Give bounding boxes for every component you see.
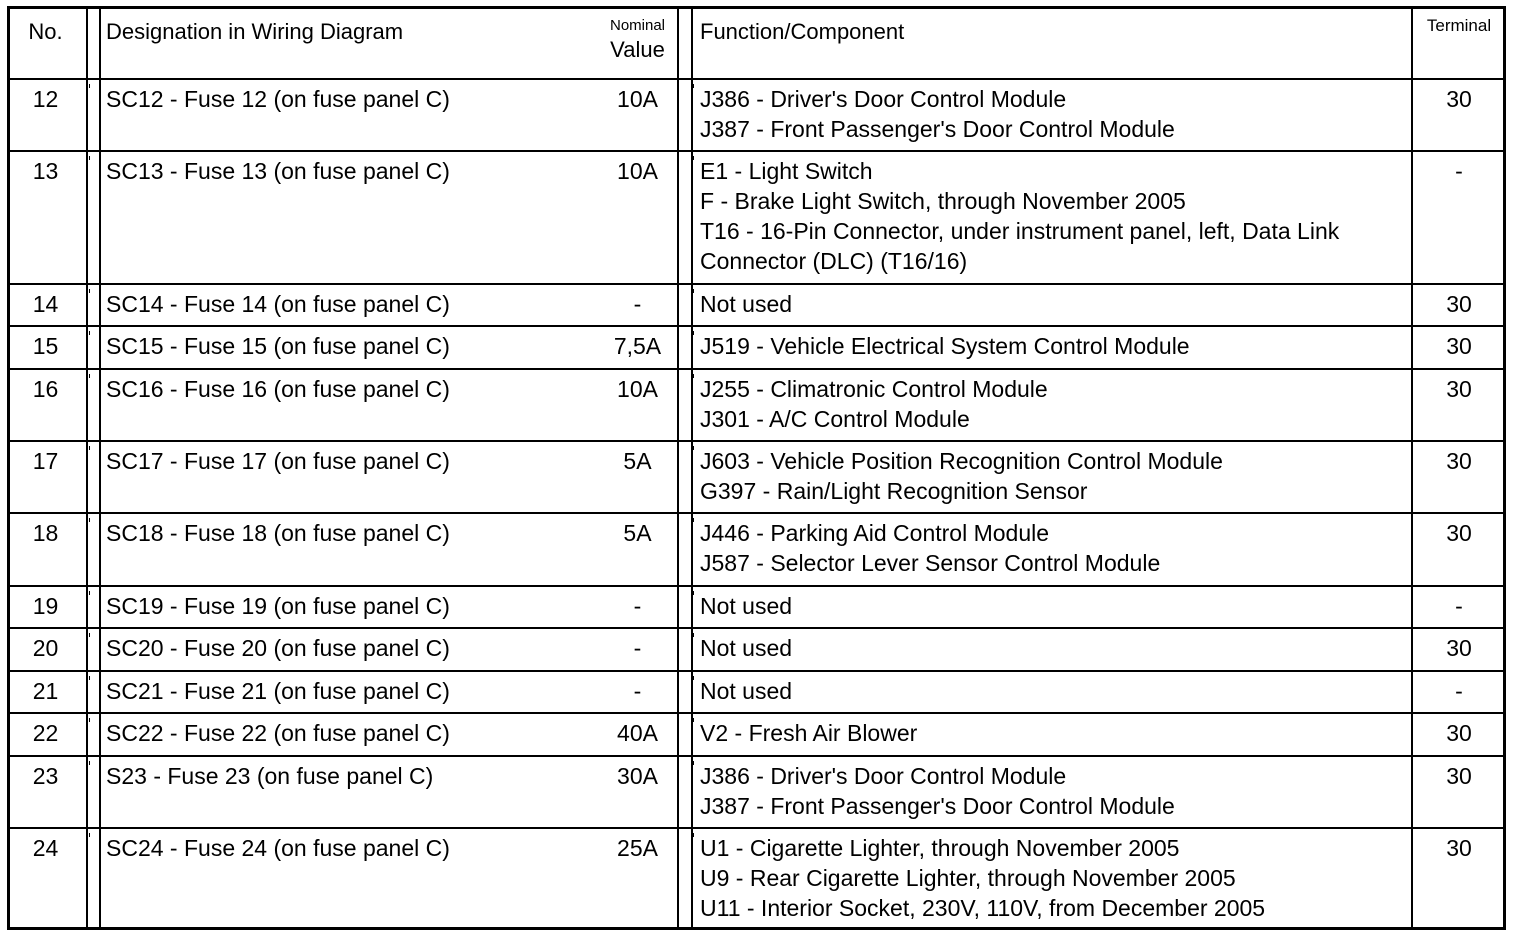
- fuse-number: 15: [32, 333, 59, 359]
- terminal-cell: 30: [1446, 448, 1472, 474]
- terminal-cell: -: [1455, 678, 1463, 704]
- terminal-cell: 30: [1446, 835, 1472, 861]
- header-function: Function/Component: [700, 19, 905, 44]
- fuse-number: 18: [32, 520, 59, 546]
- header-terminal: Terminal: [1426, 16, 1492, 35]
- function-line: U9 - Rear Cigarette Lighter, through November 2005: [700, 865, 1236, 891]
- function-line: J387 - Front Passenger's Door Control Module: [700, 116, 1175, 142]
- function-line: J519 - Vehicle Electrical System Control Module: [700, 333, 1190, 359]
- function-line: V2 - Fresh Air Blower: [700, 720, 918, 746]
- function-line: T16 - 16-Pin Connector, under instrument panel, left, Data Link: [700, 218, 1340, 244]
- tick-mark: [89, 591, 90, 595]
- designation-cell: SC24 - Fuse 24 (on fuse panel C): [106, 835, 450, 861]
- designation-cell: SC22 - Fuse 22 (on fuse panel C): [106, 720, 450, 746]
- tick-mark: [89, 156, 90, 160]
- tick-mark: [693, 718, 694, 722]
- function-line: F - Brake Light Switch, through November 2005: [700, 188, 1186, 214]
- designation-cell: SC13 - Fuse 13 (on fuse panel C): [106, 158, 450, 184]
- function-line: J587 - Selector Lever Sensor Control Module: [700, 550, 1161, 576]
- designation-cell: SC21 - Fuse 21 (on fuse panel C): [106, 678, 450, 704]
- tick-mark: [693, 84, 694, 88]
- tick-mark: [89, 518, 90, 522]
- tick-mark: [89, 84, 90, 88]
- designation-cell: SC17 - Fuse 17 (on fuse panel C): [106, 448, 450, 474]
- designation-cell: S23 - Fuse 23 (on fuse panel C): [106, 763, 434, 789]
- tick-mark: [693, 446, 694, 450]
- fuse-number: 17: [32, 448, 59, 474]
- fuse-number: 13: [32, 158, 59, 184]
- fuse-number: 19: [32, 593, 59, 619]
- tick-mark: [693, 518, 694, 522]
- terminal-cell: 30: [1446, 520, 1472, 546]
- fuse-number: 22: [32, 720, 59, 746]
- function-line: Not used: [700, 593, 793, 619]
- function-line: J255 - Climatronic Control Module: [700, 376, 1048, 402]
- terminal-cell: 30: [1446, 86, 1472, 112]
- function-line: J386 - Driver's Door Control Module: [700, 86, 1067, 112]
- fuse-number: 12: [32, 86, 59, 112]
- tick-mark: [89, 676, 90, 680]
- function-line: G397 - Rain/Light Recognition Sensor: [700, 478, 1088, 504]
- designation-cell: SC14 - Fuse 14 (on fuse panel C): [106, 291, 450, 317]
- terminal-cell: -: [1455, 593, 1463, 619]
- header-nominal: Nominal: [609, 17, 666, 34]
- designation-cell: SC15 - Fuse 15 (on fuse panel C): [106, 333, 450, 359]
- header-designation: Designation in Wiring Diagram: [106, 19, 404, 44]
- tick-mark: [89, 331, 90, 335]
- tick-mark: [89, 633, 90, 637]
- designation-cell: SC19 - Fuse 19 (on fuse panel C): [106, 593, 450, 619]
- function-line: J603 - Vehicle Position Recognition Control Module: [700, 448, 1223, 474]
- designation-cell: SC20 - Fuse 20 (on fuse panel C): [106, 635, 450, 661]
- designation-cell: SC16 - Fuse 16 (on fuse panel C): [106, 376, 450, 402]
- nominal-value-cell: 10A: [617, 86, 658, 112]
- header-no: No.: [28, 19, 63, 44]
- nominal-value-cell: -: [633, 678, 642, 704]
- fuse-number: 24: [32, 835, 59, 861]
- function-line: Connector (DLC) (T16/16): [700, 248, 968, 274]
- fuse-number: 14: [32, 291, 59, 317]
- fuse-number: 20: [32, 635, 59, 661]
- terminal-cell: -: [1455, 158, 1463, 184]
- function-line: J446 - Parking Aid Control Module: [700, 520, 1050, 546]
- function-line: E1 - Light Switch: [700, 158, 873, 184]
- tick-mark: [693, 331, 694, 335]
- nominal-value-cell: 30A: [617, 763, 658, 789]
- nominal-value-cell: 7,5A: [613, 333, 662, 359]
- terminal-cell: 30: [1446, 635, 1472, 661]
- tick-mark: [693, 591, 694, 595]
- nominal-value-cell: 10A: [617, 158, 658, 184]
- fuse-number: 16: [32, 376, 59, 402]
- nominal-value-cell: -: [633, 635, 642, 661]
- designation-cell: SC12 - Fuse 12 (on fuse panel C): [106, 86, 450, 112]
- tick-mark: [693, 289, 694, 293]
- nominal-value-cell: 25A: [617, 835, 658, 861]
- function-line: U1 - Cigarette Lighter, through November 2005: [700, 835, 1180, 861]
- tick-mark: [693, 633, 694, 637]
- function-line: J301 - A/C Control Module: [700, 406, 970, 432]
- nominal-value-cell: 40A: [617, 720, 658, 746]
- function-line: Not used: [700, 291, 793, 317]
- terminal-cell: 30: [1446, 291, 1472, 317]
- tick-mark: [693, 374, 694, 378]
- nominal-value-cell: 10A: [617, 376, 658, 402]
- designation-cell: SC18 - Fuse 18 (on fuse panel C): [106, 520, 450, 546]
- terminal-cell: 30: [1446, 376, 1472, 402]
- fuse-number: 23: [32, 763, 59, 789]
- header-value: Value: [610, 37, 665, 62]
- function-line: J386 - Driver's Door Control Module: [700, 763, 1067, 789]
- function-line: Not used: [700, 635, 793, 661]
- fuse-number: 21: [32, 678, 59, 704]
- terminal-cell: 30: [1446, 763, 1472, 789]
- terminal-cell: 30: [1446, 333, 1472, 359]
- function-line: J387 - Front Passenger's Door Control Module: [700, 793, 1175, 819]
- tick-mark: [89, 761, 90, 765]
- tick-mark: [693, 761, 694, 765]
- function-line: U11 - Interior Socket, 230V, 110V, from December 2005: [700, 895, 1266, 921]
- tick-mark: [89, 446, 90, 450]
- nominal-value-cell: 5A: [623, 520, 652, 546]
- tick-mark: [89, 833, 90, 837]
- nominal-value-cell: -: [633, 291, 642, 317]
- tick-mark: [89, 718, 90, 722]
- nominal-value-cell: -: [633, 593, 642, 619]
- nominal-value-cell: 5A: [623, 448, 652, 474]
- tick-mark: [89, 374, 90, 378]
- tick-mark: [693, 676, 694, 680]
- terminal-cell: 30: [1446, 720, 1472, 746]
- tick-mark: [693, 833, 694, 837]
- function-line: Not used: [700, 678, 793, 704]
- fuse-table: [7, 6, 1506, 930]
- tick-mark: [89, 289, 90, 293]
- tick-mark: [693, 156, 694, 160]
